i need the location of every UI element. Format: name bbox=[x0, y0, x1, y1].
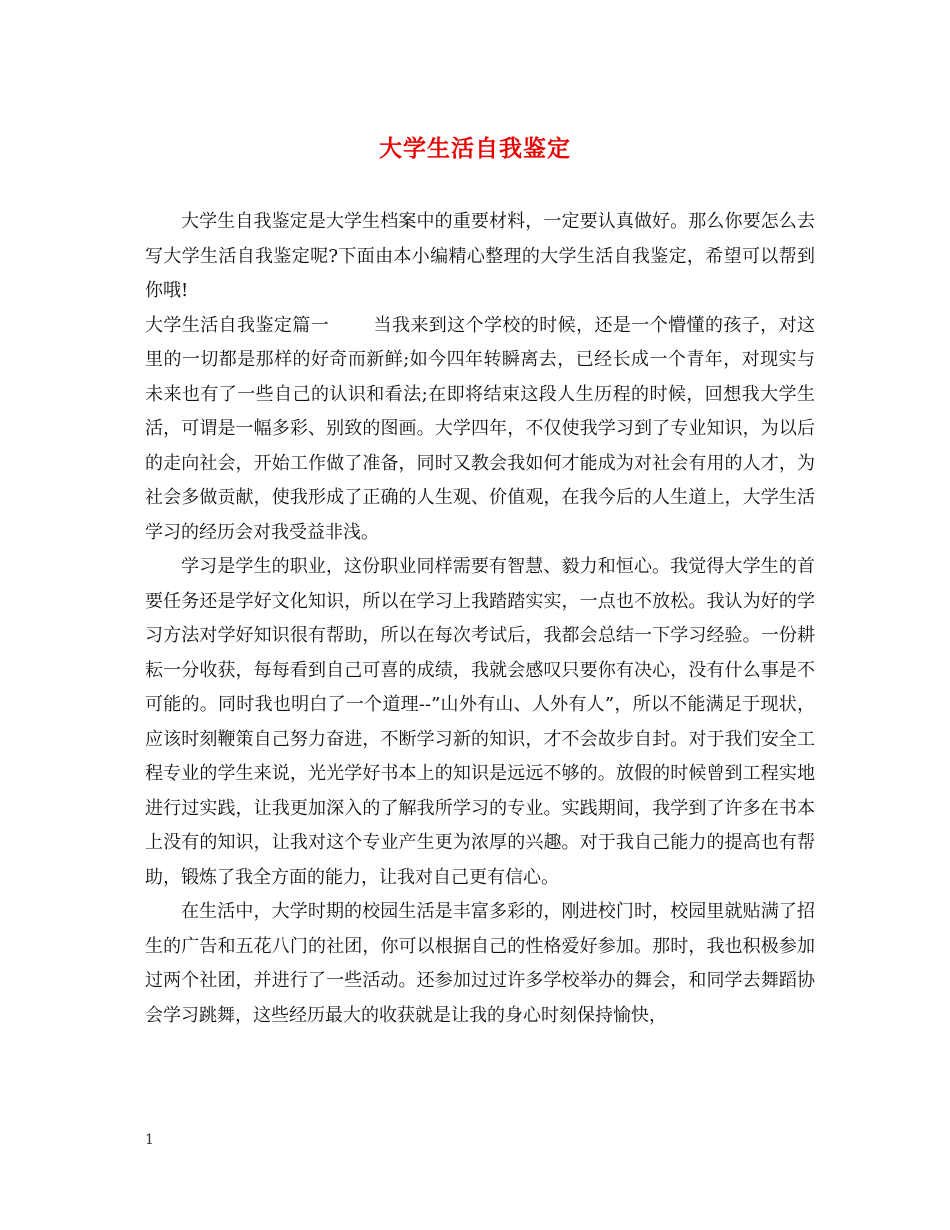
section-heading: 大学生活自我鉴定篇一 bbox=[145, 314, 330, 336]
intro-paragraph: 大学生自我鉴定是大学生档案中的重要材料，一定要认真做好。那么你要怎么去写大学生活自我鉴定呢?下面由本小编精心整理的大学生活自我鉴定，希望可以帮到你哦! bbox=[145, 211, 815, 301]
section-first-text: 当我来到这个学校的时候，还是一个懵懂的孩子，对这里的一切都是那样的好奇而新鲜;如今四年转瞬离去，已经长成一个青年，对现实与未来也有了一些自己的认识和看法;在即将结束这段人生历程的时候，回想我大学生活，可谓是一幅多彩、别致的图画。大学四年，不仅使我学习到了专业知识，为以后的走向社会，开始工作做了准备，同时又教会我如何才能成为对社会有用的人才，为社会多做贡献，使我形成了正确的人生观、价值观，在我今后的人生道上，大学生活学习的经历会对我受益非浅。 bbox=[145, 314, 816, 543]
page-number: 1 bbox=[145, 1132, 154, 1148]
life-paragraph: 在生活中，大学时期的校园生活是丰富多彩的，刚进校门时，校园里就贴满了招生的广告和五花八门的社团，你可以根据自己的性格爱好参加。那时，我也积极参加过两个社团，并进行了一些活动。还参加过过许多学校举办的舞会，和同学去舞蹈协会学习跳舞，这些经历最大的收获就是让我的身心时刻保持愉快， bbox=[145, 901, 815, 1026]
document-title: 大学生活自我鉴定 bbox=[379, 135, 571, 162]
section-one-paragraph bbox=[145, 309, 815, 551]
study-paragraph: 学习是学生的职业，这份职业同样需要有智慧、毅力和恒心。我觉得大学生的首要任务还是学好文化知识，所以在学习上我踏踏实实，一点也不放松。我认为好的学习方法对学好知识很有帮助，所以在每次考试后，我都会总结一下学习经验。一份耕耘一分收获，每每看到自己可喜的成绩，我就会感叹只要你有决心，没有什么事是不可能的。同时我也明白了一个道理--”山外有山、人外有人”，所以不能满足于现状，应该时刻鞭策自己努力奋进，不断学习新的知识，才不会故步自封。对于我们安全工程专业的学生来说，光光学好书本上的知识是远远不够的。放假的时候曾到工程实地进行过实践，让我更加深入的了解我所学习的专业。实践期间，我学到了许多在书本上没有的知识，让我对这个专业产生更为浓厚的兴趣。对于我自己能力的提高也有帮助，锻炼了我全方面的能力，让我对自己更有信心。 bbox=[145, 556, 815, 888]
document-body bbox=[145, 205, 815, 1033]
